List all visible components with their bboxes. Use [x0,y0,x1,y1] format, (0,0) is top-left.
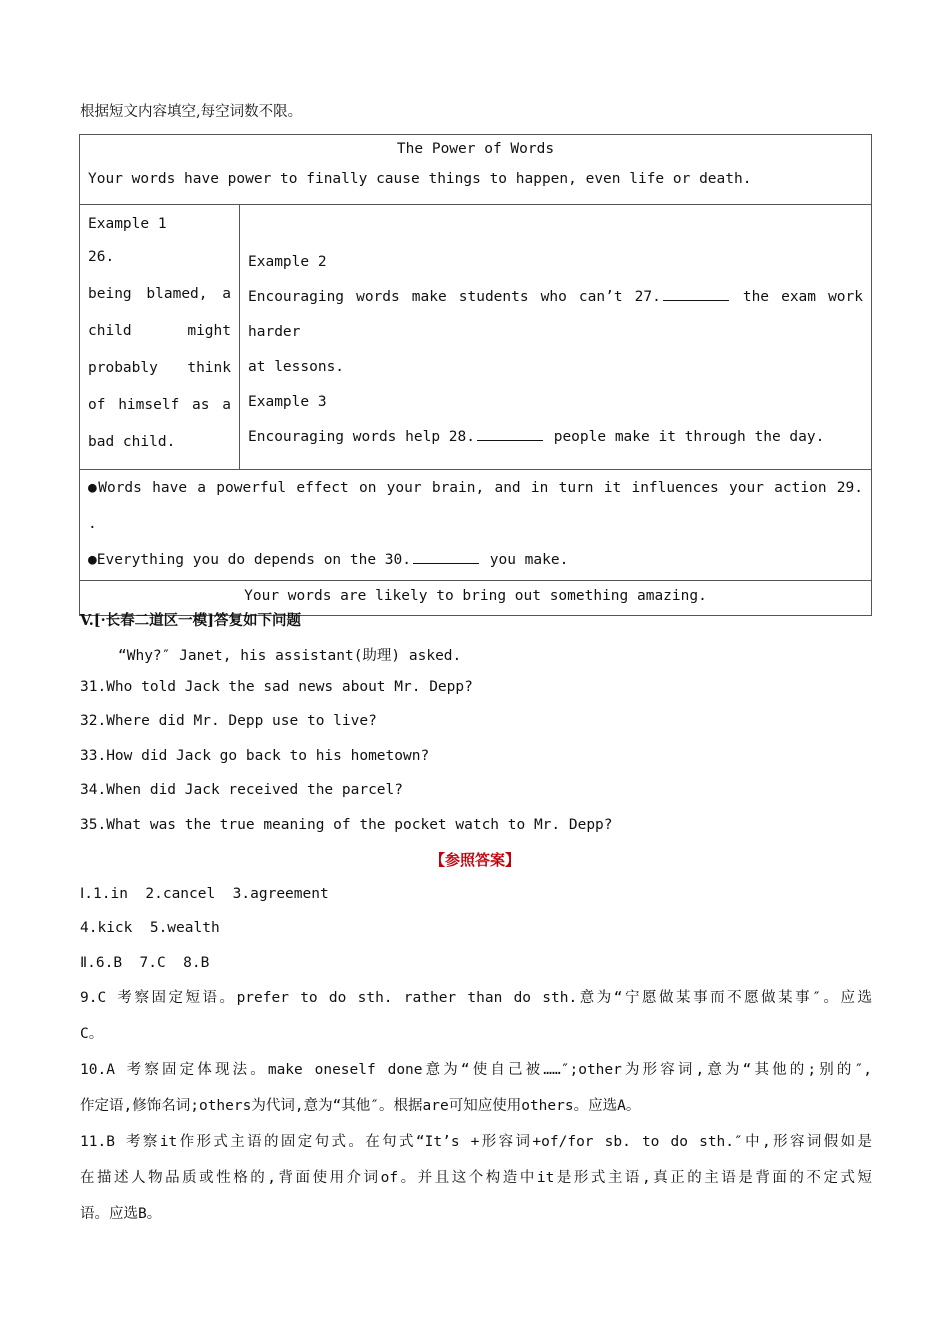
answer-10 [80,1052,872,1124]
example1-line: bad child. [88,434,176,450]
example3-heading: Example 3 [248,394,327,410]
title-cell [80,135,872,205]
bullet-29-line1: ●Words have a powerful effect on your brain, and in turn it influences your action 29. [88,480,863,496]
example2-text-after: the exam work harder [248,289,863,340]
power-of-words-table [79,134,872,616]
example1-line: child might [88,323,231,339]
closing-text: Your words are likely to bring out something amazing. [244,588,707,604]
answer-11-line3: 语。应选B。 [80,1206,162,1222]
bullet-29-line2: . [88,516,97,532]
example1-line: probably think [88,360,231,376]
question-34: 34.When did Jack received the parcel? [80,782,404,798]
question-35: 35.What was the true meaning of the pocket watch to Mr. Depp? [80,817,613,833]
answer-9-line2: C。 [80,1026,104,1042]
example1-line: being blamed, a [88,286,231,302]
example3-text-before: Encouraging words help 28. [248,429,475,445]
answer-10-line2: 作定语,修饰名词;others为代词,意为“其他″。根据are可知应使用others。应选A。 [80,1098,641,1114]
blank-27 [663,285,729,301]
answer-10-line1: 10.A 考察固定体现法。make oneself done意为“使自己被……″;other为形容词,意为“其他的;别的″, [80,1062,872,1078]
example2-text-before: Encouraging words make students who can’t 27. [248,289,661,305]
bullet-30-after: you make. [481,552,569,568]
blank-26-number: 26. [88,249,115,265]
bullets-cell [80,470,872,581]
example2-text-line2: at lessons. [248,359,345,375]
answer-9-line1: 9.C 考察固定短语。prefer to do sth. rather than do sth.意为“宁愿做某事而不愿做某事″。应选 [80,990,872,1006]
example2-text [248,280,863,350]
example3-text [248,420,863,455]
answers-title: 【参照答案】 [429,851,520,869]
answer-11-line2: 在描述人物品质或性格的,背面使用介词of。并且这个构造中it是形式主语,真正的主语是背面的不定式短 [80,1170,872,1186]
question-31: 31.Who told Jack the sad news about Mr. Depp? [80,679,473,695]
table-subtitle: Your words have power to finally cause things to happen, even life or death. [88,171,752,187]
quote-line: “Why?″ Janet, his assistant(助理) asked. [118,648,462,664]
answer-11-line1: 11.B 考察it作形式主语的固定句式。在句式“It’s +形容词+of/for sb. to do sth.″中,形容词假如是 [80,1134,872,1150]
example1-line: of himself as a [88,397,231,413]
answer-9 [80,980,872,1052]
bullet-30 [88,542,863,578]
example3-text-after: people make it through the day. [544,429,825,445]
blank-30 [413,548,479,564]
section5-heading: V.[·长春二道区一模]答复如下问题 [80,612,302,629]
table-title: The Power of Words [396,141,555,157]
answer-line-2: 4.kick 5.wealth [80,920,220,936]
example1-cell [80,205,240,470]
bullet-30-before: ●Everything you do depends on the 30. [88,552,412,568]
example1-heading: Example 1 [88,216,167,232]
answer-line-1: Ⅰ.1.in 2.cancel 3.agreement [80,886,329,902]
instruction-text: 根据短文内容填空,每空词数不限。 [80,104,303,120]
blank-28 [477,425,543,441]
example2-heading: Example 2 [248,254,327,270]
answer-11 [80,1124,872,1232]
question-33: 33.How did Jack go back to his hometown? [80,748,430,764]
answer-line-3: Ⅱ.6.B 7.C 8.B [80,955,210,971]
question-32: 32.Where did Mr. Depp use to live? [80,713,377,729]
example2-3-cell [240,205,872,470]
